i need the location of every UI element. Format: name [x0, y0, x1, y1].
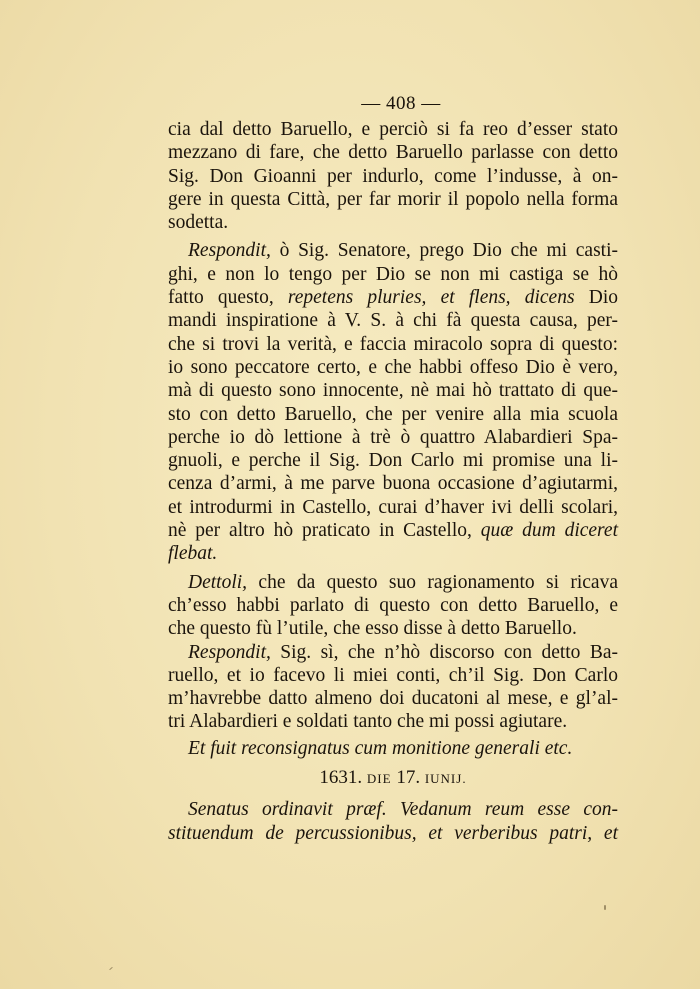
text-line: ghi, e non lo tengo per Dio se non mi castiga se hò — [168, 263, 618, 285]
text-line: che si trovi la verità, e faccia miracolo sopra di questo: — [168, 333, 618, 355]
text-line: sodetta. — [168, 212, 229, 234]
text-line: cenza d’armi, à me parve buona occasione d’agiutarmi, — [168, 473, 618, 495]
paragraph-senatus — [168, 798, 618, 845]
paragraph-respondit-2 — [168, 641, 618, 734]
text-line: mezzano di fare, che detto Baruello parlasse con detto — [168, 142, 618, 164]
text-line: perche io dò lettione à trè ò quattro Alabardieri Spa- — [168, 426, 618, 448]
paragraph-continuation — [168, 118, 618, 234]
page-number: — 408 — — [361, 93, 441, 114]
paper-speck — [604, 905, 606, 910]
paragraph-dettoli — [168, 571, 618, 641]
text-line: flebat. — [168, 543, 218, 565]
text-line: Respondit, Sig. sì, che n’hò discorso con detto Ba- — [188, 641, 618, 663]
text-line: Respondit, ò Sig. Senatore, prego Dio che mi casti- — [188, 240, 618, 262]
text-line: sto con detto Baruello, che per venire alla mia scuola — [168, 403, 618, 425]
text-line: Dettoli, che da questo suo ragionamento si ricava — [188, 571, 618, 593]
text-line: mandi inspiratione à V. S. à chi fà questa causa, per- — [168, 310, 618, 332]
text-line: mà di questo sono innocente, nè mai hò trattato di que- — [168, 380, 618, 402]
text-line: cia dal detto Baruello, e perciò si fa reo d’esser stato — [168, 119, 618, 140]
text-page — [168, 92, 618, 845]
text-line: Senatus ordinavit præf. Vedanum reum esse con- — [188, 799, 618, 821]
text-line: gere in questa Città, per far morir il popolo nella forma — [168, 188, 618, 210]
text-line: ch’esso habbi parlato di questo con detto Baruello, e — [168, 594, 618, 616]
text-line: io sono peccatore certo, e che habbi offeso Dio è vero, — [168, 356, 618, 378]
text-line: tri Alabardieri e soldati tanto che mi possi agiutare. — [168, 711, 568, 733]
text-line: et introdurmi in Castello, curai d’haver ivi delli scolari, — [168, 496, 618, 518]
speaker-label: Respondit, — [188, 641, 271, 663]
speaker-label: Dettoli, — [188, 571, 248, 593]
text-line: che questo fù l’utile, che esso disse à detto Baruello. — [168, 618, 577, 640]
text-line: Sig. Don Gioanni per indurlo, come l’indusse, à on- — [168, 165, 618, 187]
text-line: ruello, et io facevo li miei conti, ch’il Sig. Don Carlo — [168, 664, 618, 686]
paragraph-reconsignatus — [168, 737, 618, 760]
speaker-label: Respondit, — [188, 240, 271, 262]
text-line: Et fuit reconsignatus cum monitione generali etc. — [188, 737, 573, 759]
text-line: fatto questo, repetens pluries, et flens, dicens Dio — [168, 287, 618, 309]
text-line: stituendum de percussionibus, et verberibus patri, et — [168, 822, 618, 844]
date-heading: 1631. DIE 17. IUNIJ. — [319, 767, 467, 789]
paragraph-respondit-1 — [168, 239, 618, 565]
text-line: gnuoli, e perche il Sig. Don Carlo mi promise una li- — [168, 450, 618, 472]
text-line: m’havrebbe datto almeno doi ducatoni al mese, e gl’al- — [168, 688, 618, 710]
text-line: nè per altro hò praticato in Castello, quæ dum diceret — [168, 520, 618, 542]
paper-speck — [109, 967, 113, 970]
